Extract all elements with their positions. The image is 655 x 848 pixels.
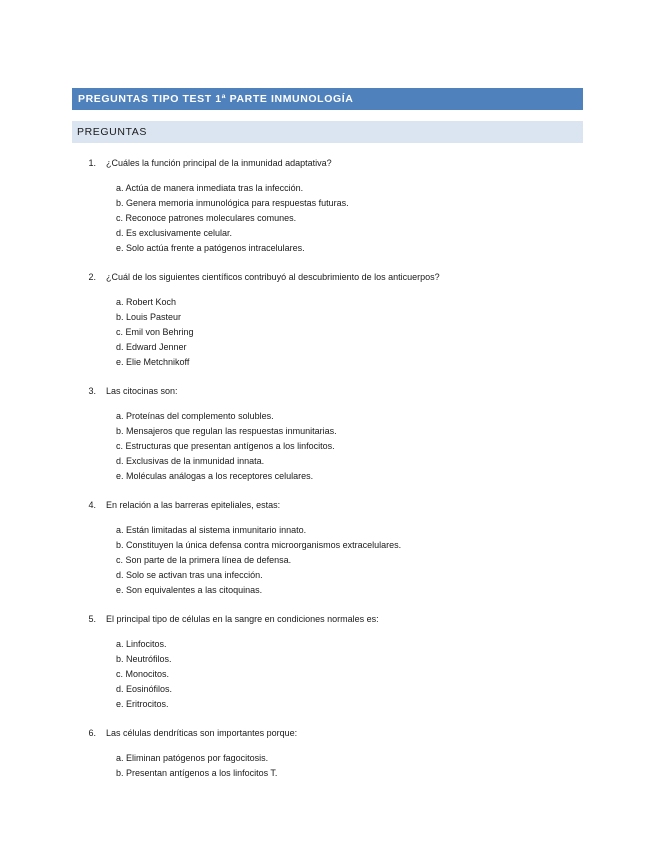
option-list — [0, 523, 655, 598]
question-number: 2. — [88, 271, 96, 282]
answer-option: e. Elie Metchnikoff — [116, 357, 190, 367]
answer-option: b. Constituyen la única defensa contra microorganismos extracelulares. — [116, 540, 402, 550]
answer-option: e. Son equivalentes a las citoquinas. — [116, 585, 263, 595]
question-number: 5. — [88, 613, 96, 624]
option-list — [0, 637, 655, 712]
document-title: PREGUNTAS TIPO TEST 1ª PARTE INMUNOLOGÍA — [72, 88, 583, 110]
answer-option: e. Solo actúa frente a patógenos intracelulares. — [116, 243, 305, 253]
question-item — [0, 496, 655, 610]
answer-option: b. Presentan antígenos a los linfocitos T. — [116, 768, 278, 778]
answer-option: e. Eritrocitos. — [116, 699, 169, 709]
question-number: 4. — [88, 499, 96, 510]
question-number: 6. — [88, 727, 96, 738]
option-list — [0, 751, 655, 781]
answer-option: d. Solo se activan tras una infección. — [116, 570, 263, 580]
answer-option: a. Proteínas del complemento solubles. — [116, 411, 274, 421]
question-item — [0, 268, 655, 382]
option-list — [0, 181, 655, 256]
question-list — [0, 154, 655, 781]
answer-option: a. Robert Koch — [116, 297, 177, 307]
answer-option: a. Linfocitos. — [116, 639, 167, 649]
question-text: Las citocinas son: — [106, 385, 178, 396]
answer-option: b. Mensajeros que regulan las respuestas inmunitarias. — [116, 426, 337, 436]
answer-option: b. Neutrófilos. — [116, 654, 172, 664]
answer-option: d. Exclusivas de la inmunidad innata. — [116, 456, 265, 466]
question-item — [0, 382, 655, 496]
answer-option: d. Edward Jenner — [116, 342, 187, 352]
option-list — [0, 409, 655, 484]
question-text: Las células dendríticas son importantes porque: — [106, 727, 298, 738]
answer-option: b. Genera memoria inmunológica para respuestas futuras. — [116, 198, 349, 208]
answer-option: a. Eliminan patógenos por fagocitosis. — [116, 753, 269, 763]
option-list — [0, 295, 655, 370]
answer-option: c. Estructuras que presentan antígenos a los linfocitos. — [116, 441, 335, 451]
question-item — [0, 724, 655, 781]
question-number: 3. — [88, 385, 96, 396]
answer-option: a. Actúa de manera inmediata tras la infección. — [116, 183, 304, 193]
answer-option: a. Están limitadas al sistema inmunitario innato. — [116, 525, 307, 535]
answer-option: b. Louis Pasteur — [116, 312, 182, 322]
question-item — [0, 154, 655, 268]
answer-option: c. Monocitos. — [116, 669, 170, 679]
question-number: 1. — [88, 157, 96, 168]
answer-option: c. Reconoce patrones moleculares comunes. — [116, 213, 297, 223]
question-text: El principal tipo de células en la sangre en condiciones normales es: — [106, 613, 379, 624]
question-text: En relación a las barreras epiteliales, estas: — [106, 499, 281, 510]
answer-option: d. Eosinófilos. — [116, 684, 173, 694]
question-text: ¿Cuáles la función principal de la inmunidad adaptativa? — [106, 157, 332, 168]
answer-option: c. Emil von Behring — [116, 327, 194, 337]
answer-option: e. Moléculas análogas a los receptores celulares. — [116, 471, 314, 481]
section-heading: PREGUNTAS — [72, 121, 583, 143]
question-text: ¿Cuál de los siguientes científicos contribuyó al descubrimiento de los anticuerpos? — [106, 271, 440, 282]
answer-option: c. Son parte de la primera línea de defensa. — [116, 555, 292, 565]
answer-option: d. Es exclusivamente celular. — [116, 228, 233, 238]
question-item — [0, 610, 655, 724]
